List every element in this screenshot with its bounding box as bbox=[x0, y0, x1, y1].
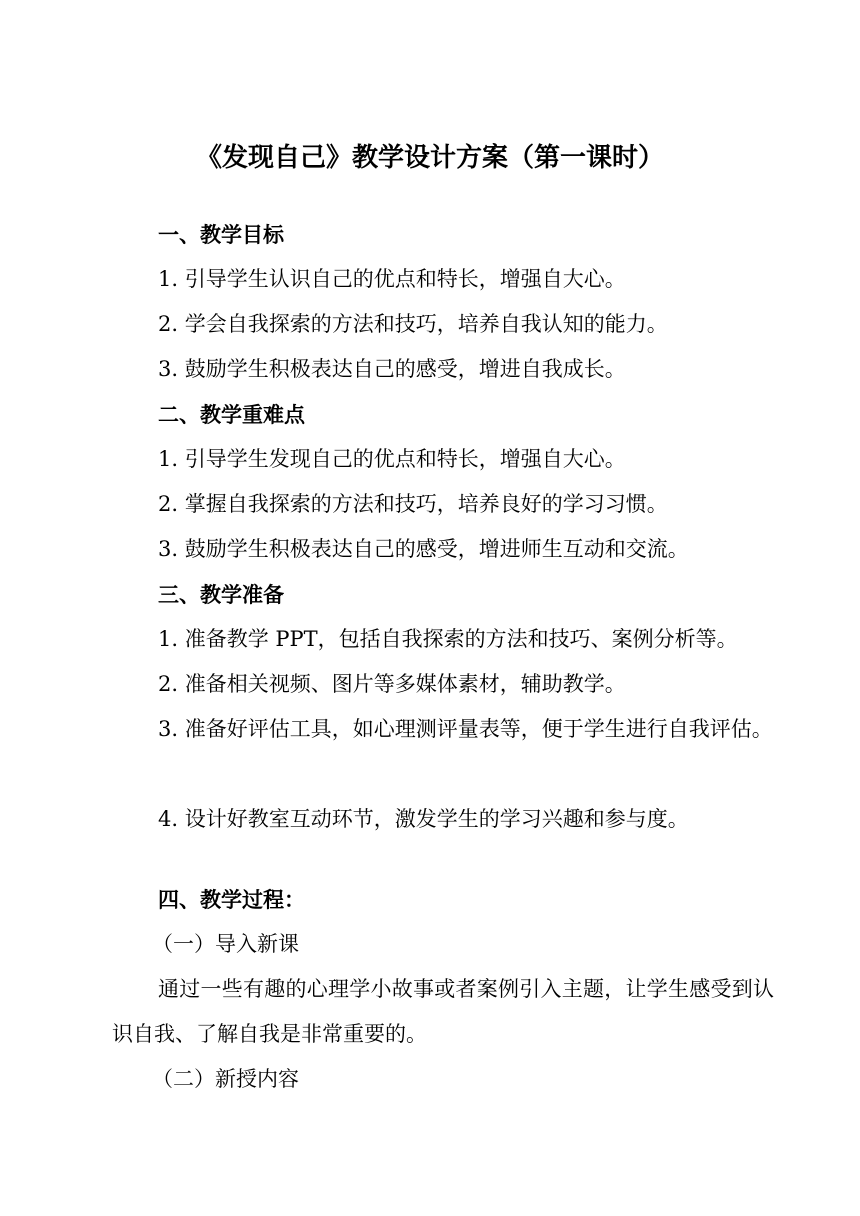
key-point-item-1: 1. 引导学生发现自己的优点和特长，增强自大心。 bbox=[158, 447, 626, 471]
section-heading-preparation: 三、教学准备 bbox=[158, 582, 284, 607]
subsection-heading-intro: （一）导入新课 bbox=[152, 932, 299, 956]
page-title: 《发现自己》教学设计方案（第一课时） bbox=[195, 143, 664, 173]
objective-item-2: 2. 学会自我探索的方法和技巧，培养自我认知的能力。 bbox=[158, 312, 668, 336]
subsection-intro-text: 通过一些有趣的心理学小故事或者案例引入主题，让学生感受到认识自我、了解自我是非常重要的。 bbox=[112, 977, 774, 1046]
key-point-item-3: 3. 鼓励学生积极表达自己的感受，增进师生互动和交流。 bbox=[158, 537, 689, 561]
preparation-item-3: 3. 准备好评估工具，如心理测评量表等，便于学生进行自我评估。 bbox=[158, 717, 773, 741]
section-heading-key-points: 二、教学重难点 bbox=[158, 402, 305, 427]
section-heading-objectives: 一、教学目标 bbox=[158, 222, 284, 247]
preparation-item-2: 2. 准备相关视频、图片等多媒体素材，辅助教学。 bbox=[158, 672, 626, 696]
preparation-item-4: 4. 设计好教室互动环节，激发学生的学习兴趣和参与度。 bbox=[158, 807, 689, 831]
key-point-item-2: 2. 掌握自我探索的方法和技巧，培养良好的学习习惯。 bbox=[158, 492, 668, 516]
objective-item-3: 3. 鼓励学生积极表达自己的感受，增进自我成长。 bbox=[158, 357, 626, 381]
section-heading-process: 四、教学过程： bbox=[158, 887, 305, 912]
subsection-heading-new-content: （二）新授内容 bbox=[152, 1067, 299, 1091]
objective-item-1: 1. 引导学生认识自己的优点和特长，增强自大心。 bbox=[158, 267, 626, 291]
preparation-item-1: 1. 准备教学 PPT，包括自我探索的方法和技巧、案例分析等。 bbox=[158, 627, 738, 651]
